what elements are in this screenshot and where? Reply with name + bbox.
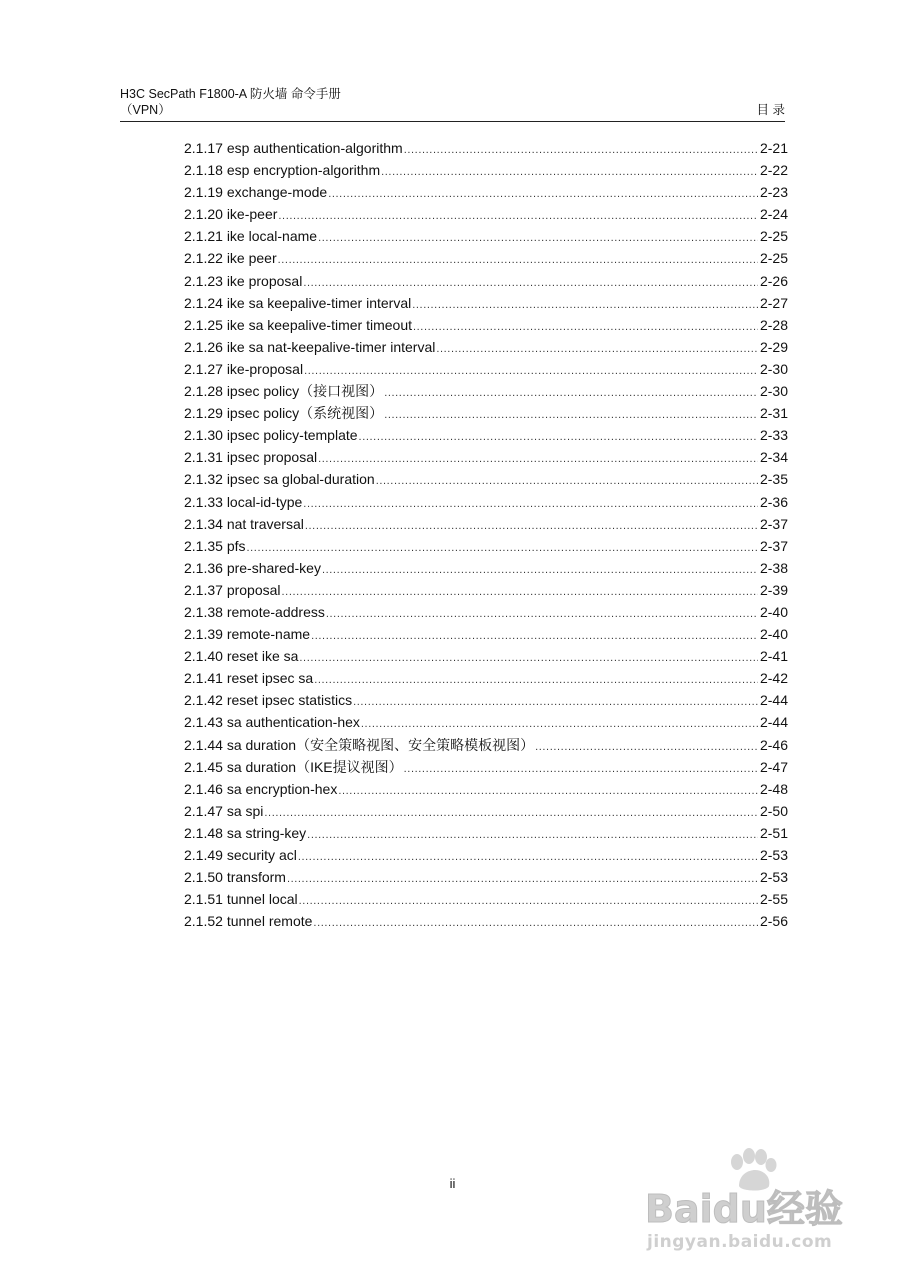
toc-entry-page: 2-21 [759, 140, 788, 156]
toc-entry-title: 2.1.38 remote-address [184, 603, 325, 620]
toc-entry-page: 2-26 [759, 272, 788, 289]
toc-entry-title: 2.1.48 sa string-key [184, 824, 307, 841]
toc-dot-leader [413, 316, 758, 338]
toc-dot-leader [303, 493, 758, 515]
toc-entry-title: 2.1.47 sa spi [184, 802, 264, 819]
toc-entry[interactable] [184, 866, 788, 888]
toc-entry[interactable] [184, 711, 788, 733]
toc-entry-title: 2.1.30 ipsec policy-template [184, 427, 358, 444]
toc-entry[interactable] [184, 535, 788, 557]
toc-entry-title: 2.1.35 pfs [184, 537, 246, 554]
toc-entry-page: 2-55 [759, 891, 788, 908]
toc-dot-leader [282, 581, 758, 603]
toc-entry-page: 2-53 [759, 847, 788, 863]
toc-entry-page: 2-37 [759, 537, 788, 554]
toc-entry[interactable] [184, 844, 788, 866]
toc-entry[interactable] [184, 446, 788, 468]
toc-entry[interactable] [184, 513, 788, 535]
toc-entry[interactable] [184, 557, 788, 579]
toc-entry-title: 2.1.34 nat traversal [184, 515, 304, 532]
toc-entry[interactable] [184, 314, 788, 336]
toc-dot-leader [318, 448, 758, 470]
toc-entry-title: 2.1.21 ike local-name [184, 228, 318, 245]
toc-dot-leader [313, 912, 758, 934]
toc-entry-title: 2.1.52 tunnel remote [184, 913, 313, 930]
toc-dot-leader [404, 758, 758, 780]
toc-entry-title: 2.1.27 ike-proposal [184, 360, 304, 377]
toc-entry-page: 2-56 [759, 913, 788, 930]
toc-entry-page: 2-44 [759, 714, 788, 731]
toc-entry-page: 2-40 [759, 603, 788, 620]
header-section-title: 目 录 [756, 103, 785, 117]
toc-entry[interactable] [184, 778, 788, 800]
toc-entry[interactable] [184, 734, 788, 756]
toc-entry-page: 2-42 [759, 670, 788, 687]
toc-dot-leader [322, 559, 758, 581]
toc-entry[interactable] [184, 247, 788, 269]
toc-entry-page: 2-38 [759, 559, 788, 576]
toc-entry-title: 2.1.43 sa authentication-hex [184, 714, 360, 731]
page-number: ii [449, 1176, 456, 1191]
toc-entry[interactable] [184, 468, 788, 490]
toc-entry-title: 2.1.40 reset ike sa [184, 648, 299, 665]
toc-dot-leader [328, 183, 758, 205]
toc-entry[interactable] [184, 292, 788, 314]
toc-dot-leader [311, 625, 758, 647]
toc-entry-title: 2.1.22 ike peer [184, 250, 277, 267]
toc-entry[interactable] [184, 380, 788, 402]
toc-entry-page: 2-41 [759, 648, 788, 665]
toc-entry-title: 2.1.46 sa encryption-hex [184, 780, 338, 797]
toc-dot-leader [298, 846, 758, 868]
baidu-logo-text: Baidu经验 [645, 1187, 843, 1231]
toc-entry[interactable] [184, 910, 788, 932]
toc-entry[interactable] [184, 402, 788, 424]
toc-entry[interactable] [184, 225, 788, 247]
toc-dot-leader [299, 647, 758, 669]
toc-entry-page: 2-25 [759, 250, 788, 267]
toc-entry[interactable] [184, 601, 788, 623]
toc-entry-page: 2-27 [759, 294, 788, 311]
toc-entry-title: 2.1.37 proposal [184, 581, 281, 598]
toc-entry-title: 2.1.42 reset ipsec statistics [184, 692, 353, 709]
toc-entry-title: 2.1.44 sa duration（安全策略视图、安全策略模板视图） [184, 736, 535, 753]
header-divider [120, 121, 785, 122]
toc-entry[interactable] [184, 756, 788, 778]
toc-dot-leader [264, 802, 758, 824]
toc-entry-page: 2-23 [759, 184, 788, 201]
toc-dot-leader [287, 868, 758, 890]
toc-entry[interactable] [184, 579, 788, 601]
toc-dot-leader [305, 515, 758, 537]
toc-entry-title: 2.1.32 ipsec sa global-duration [184, 471, 375, 488]
toc-entry-title: 2.1.25 ike sa keepalive-timer timeout [184, 316, 412, 333]
toc-entry-page: 2-24 [759, 206, 788, 223]
toc-entry-page: 2-37 [759, 515, 788, 532]
toc-entry[interactable] [184, 822, 788, 844]
toc-entry[interactable] [184, 137, 788, 159]
toc-dot-leader [436, 338, 758, 360]
toc-entry-page: 2-30 [759, 383, 788, 400]
toc-dot-leader [314, 669, 758, 691]
toc-entry-page: 2-51 [759, 824, 788, 841]
toc-entry-title: 2.1.45 sa duration（IKE提议视图） [184, 758, 403, 775]
toc-entry-page: 2-22 [759, 162, 788, 179]
toc-entry[interactable] [184, 645, 788, 667]
toc-entry-page: 2-44 [759, 692, 788, 709]
table-of-contents [184, 137, 788, 932]
toc-entry-page: 2-40 [759, 626, 788, 643]
toc-dot-leader [278, 249, 758, 271]
toc-dot-leader [307, 824, 758, 846]
toc-entry-title: 2.1.17 esp authentication-algorithm [184, 140, 403, 156]
toc-dot-leader [338, 780, 758, 802]
toc-dot-leader [318, 227, 758, 249]
toc-entry[interactable] [184, 181, 788, 203]
toc-entry-page: 2-46 [759, 736, 788, 753]
toc-entry-title: 2.1.18 esp encryption-algorithm [184, 162, 381, 179]
toc-entry-title: 2.1.20 ike-peer [184, 206, 278, 223]
toc-entry-title: 2.1.31 ipsec proposal [184, 449, 318, 466]
toc-dot-leader [299, 890, 758, 912]
toc-dot-leader [384, 382, 758, 404]
toc-dot-leader [384, 404, 758, 426]
toc-entry-page: 2-48 [759, 780, 788, 797]
toc-dot-leader [381, 161, 758, 183]
baidu-url: jingyan.baidu.com [647, 1232, 833, 1252]
toc-entry-page: 2-28 [759, 316, 788, 333]
toc-dot-leader [535, 736, 758, 758]
baidu-watermark [645, 1148, 865, 1268]
toc-entry-page: 2-36 [759, 493, 788, 510]
toc-dot-leader [376, 470, 758, 492]
toc-entry-title: 2.1.33 local-id-type [184, 493, 303, 510]
toc-dot-leader [278, 205, 758, 227]
toc-entry-page: 2-33 [759, 427, 788, 444]
header-product-title: H3C SecPath F1800-A 防火墙 命令手册 [120, 87, 341, 101]
toc-entry-page: 2-47 [759, 758, 788, 775]
toc-entry[interactable] [184, 623, 788, 645]
page-header [120, 86, 785, 118]
toc-dot-leader [359, 426, 758, 448]
toc-entry-title: 2.1.29 ipsec policy（系统视图） [184, 405, 384, 422]
toc-entry-page: 2-34 [759, 449, 788, 466]
toc-entry[interactable] [184, 800, 788, 822]
toc-entry-page: 2-30 [759, 360, 788, 377]
toc-dot-leader [303, 272, 758, 294]
toc-entry-title: 2.1.26 ike sa nat-keepalive-timer interval [184, 338, 436, 355]
toc-entry-title: 2.1.49 security acl [184, 847, 297, 863]
toc-entry-title: 2.1.41 reset ipsec sa [184, 670, 314, 687]
toc-entry-page: 2-25 [759, 228, 788, 245]
toc-dot-leader [247, 537, 758, 559]
toc-dot-leader [304, 360, 758, 382]
toc-entry-title: 2.1.51 tunnel local [184, 891, 298, 908]
toc-entry-title: 2.1.39 remote-name [184, 626, 311, 643]
toc-dot-leader [412, 294, 758, 316]
toc-entry-title: 2.1.24 ike sa keepalive-timer interval [184, 294, 412, 311]
toc-entry[interactable] [184, 689, 788, 711]
toc-entry[interactable] [184, 358, 788, 380]
toc-dot-leader [404, 139, 758, 161]
toc-dot-leader [326, 603, 758, 625]
toc-entry-page: 2-35 [759, 471, 788, 488]
header-second-line [120, 102, 785, 118]
toc-entry-title: 2.1.23 ike proposal [184, 272, 303, 289]
toc-entry-page: 2-29 [759, 338, 788, 355]
toc-dot-leader [361, 713, 758, 735]
toc-entry[interactable] [184, 491, 788, 513]
toc-entry-title: 2.1.19 exchange-mode [184, 184, 328, 201]
toc-entry[interactable] [184, 667, 788, 689]
toc-entry[interactable] [184, 424, 788, 446]
toc-entry-title: 2.1.28 ipsec policy（接口视图） [184, 383, 384, 400]
toc-entry-page: 2-39 [759, 581, 788, 598]
header-volume: （VPN） [120, 103, 171, 117]
toc-entry-page: 2-50 [759, 802, 788, 819]
toc-entry[interactable] [184, 159, 788, 181]
toc-entry-title: 2.1.36 pre-shared-key [184, 559, 321, 576]
toc-entry-page: 2-53 [759, 869, 788, 886]
toc-entry[interactable] [184, 270, 788, 292]
toc-entry-title: 2.1.50 transform [184, 869, 286, 886]
toc-entry-page: 2-31 [759, 405, 788, 422]
toc-dot-leader [353, 691, 758, 713]
toc-entry[interactable] [184, 336, 788, 358]
toc-entry[interactable] [184, 203, 788, 225]
toc-entry[interactable] [184, 888, 788, 910]
